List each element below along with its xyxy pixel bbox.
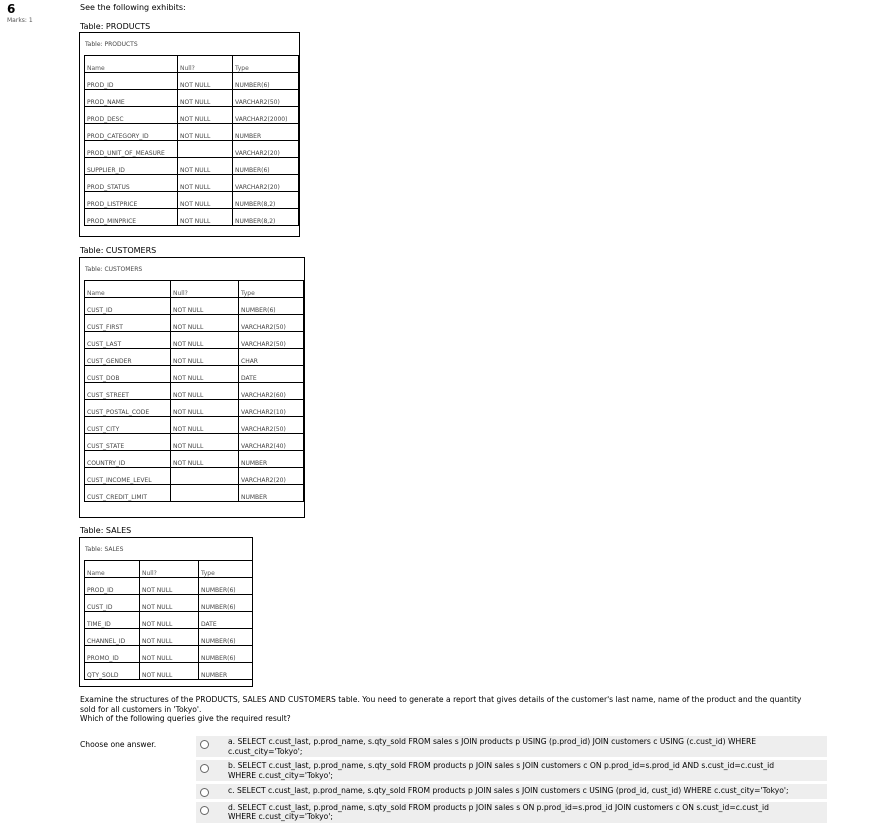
choose-one-label: Choose one answer. — [80, 740, 157, 749]
table-cell: VARCHAR2(20) — [233, 175, 299, 192]
table-cell: NUMBER(8,2) — [233, 192, 299, 209]
table-row — [85, 646, 253, 663]
table-cell: NOT NULL — [178, 209, 233, 226]
table-cell: CUST_DOB — [85, 366, 171, 383]
products-inner-title: Table: PRODUCTS — [85, 41, 138, 48]
table-cell: NOT NULL — [140, 612, 199, 629]
answer-options — [196, 736, 827, 826]
table-cell: NOT NULL — [140, 663, 199, 680]
table-row — [85, 175, 299, 192]
table-cell: NOT NULL — [178, 158, 233, 175]
table-row — [85, 332, 304, 349]
table-header-row — [85, 281, 304, 298]
table-cell: NUMBER — [239, 485, 304, 502]
table-row — [85, 451, 304, 468]
sales-schema-table — [84, 560, 253, 680]
products-table-exhibit — [79, 32, 300, 237]
table-cell: VARCHAR2(2000) — [233, 107, 299, 124]
answer-line: WHERE c.cust_city='Tokyo'; — [228, 770, 333, 780]
table-cell — [178, 141, 233, 158]
table-cell: PROD_LISTPRICE — [85, 192, 178, 209]
table-cell: VARCHAR2(10) — [239, 400, 304, 417]
table-cell: VARCHAR2(40) — [239, 434, 304, 451]
table-row — [85, 141, 299, 158]
table-row — [85, 629, 253, 646]
column-header: Name — [85, 281, 171, 298]
customers-table-exhibit — [79, 257, 305, 518]
table-cell: CUST_LAST — [85, 332, 171, 349]
sales-table-caption: Table: SALES — [80, 526, 132, 535]
table-cell: CUST_POSTAL_CODE — [85, 400, 171, 417]
question-text-line: Which of the following queries give the required result? — [80, 714, 291, 723]
answer-option-text — [228, 802, 827, 823]
table-cell: CUST_CREDIT_LIMIT — [85, 485, 171, 502]
products-schema-table — [84, 55, 299, 226]
answer-option-b[interactable] — [196, 760, 827, 781]
question-text — [80, 695, 840, 724]
radio-button-a[interactable] — [200, 740, 209, 749]
column-header: Type — [233, 56, 299, 73]
table-cell — [171, 485, 239, 502]
answer-option-text — [228, 784, 827, 799]
table-cell: PROD_UNIT_OF_MEASURE — [85, 141, 178, 158]
table-row — [85, 107, 299, 124]
table-row — [85, 595, 253, 612]
answer-option-text — [228, 736, 827, 757]
table-cell: CHANNEL_ID — [85, 629, 140, 646]
table-cell: NUMBER(6) — [239, 298, 304, 315]
table-row — [85, 468, 304, 485]
table-cell: CUST_FIRST — [85, 315, 171, 332]
column-header: Type — [199, 561, 253, 578]
table-header-row — [85, 56, 299, 73]
table-cell: CUST_GENDER — [85, 349, 171, 366]
table-cell: PROD_CATEGORY_ID — [85, 124, 178, 141]
column-header: Null? — [140, 561, 199, 578]
table-cell: NUMBER(6) — [233, 73, 299, 90]
table-row — [85, 298, 304, 315]
table-row — [85, 578, 253, 595]
table-cell: NOT NULL — [171, 400, 239, 417]
sales-inner-title: Table: SALES — [85, 546, 124, 553]
question-marks: Marks: 1 — [7, 17, 33, 24]
answer-line: a. SELECT c.cust_last, p.prod_name, s.qty_sold FROM sales s JOIN products p USING (p.prod_id) JOIN customers c USING (c.cust_id) WHERE — [228, 737, 757, 746]
table-row — [85, 366, 304, 383]
products-table-caption: Table: PRODUCTS — [80, 22, 151, 31]
customers-table-caption: Table: CUSTOMERS — [80, 246, 157, 255]
table-cell: QTY_SOLD — [85, 663, 140, 680]
table-row — [85, 349, 304, 366]
table-cell: NOT NULL — [171, 451, 239, 468]
radio-button-b[interactable] — [200, 764, 209, 773]
customers-schema-table — [84, 280, 304, 502]
table-cell: NUMBER(6) — [199, 578, 253, 595]
table-cell: NOT NULL — [171, 349, 239, 366]
table-cell: NOT NULL — [178, 192, 233, 209]
table-cell: NOT NULL — [178, 175, 233, 192]
question-text-line: sold for all customers in 'Tokyo'. — [80, 704, 202, 714]
column-header: Name — [85, 561, 140, 578]
table-cell: VARCHAR2(50) — [239, 315, 304, 332]
table-cell: PROD_STATUS — [85, 175, 178, 192]
table-cell: SUPPLIER_ID — [85, 158, 178, 175]
table-cell: PROD_DESC — [85, 107, 178, 124]
table-row — [85, 485, 304, 502]
table-header-row — [85, 561, 253, 578]
table-row — [85, 158, 299, 175]
table-row — [85, 663, 253, 680]
table-cell: CUST_STREET — [85, 383, 171, 400]
table-cell: NUMBER(6) — [233, 158, 299, 175]
table-row — [85, 612, 253, 629]
table-row — [85, 400, 304, 417]
answer-option-text — [228, 760, 827, 781]
table-row — [85, 315, 304, 332]
table-cell: COUNTRY_ID — [85, 451, 171, 468]
table-cell: CUST_INCOME_LEVEL — [85, 468, 171, 485]
table-cell: NOT NULL — [171, 315, 239, 332]
table-cell: PROD_NAME — [85, 90, 178, 107]
table-cell: NOT NULL — [140, 595, 199, 612]
table-cell: NOT NULL — [178, 107, 233, 124]
table-cell: NUMBER — [239, 451, 304, 468]
column-header: Type — [239, 281, 304, 298]
table-cell: PROMO_ID — [85, 646, 140, 663]
answer-option-a[interactable] — [196, 736, 827, 757]
table-cell: NUMBER — [233, 124, 299, 141]
customers-inner-title: Table: CUSTOMERS — [85, 266, 143, 273]
table-cell: NOT NULL — [140, 578, 199, 595]
table-cell: PROD_MINPRICE — [85, 209, 178, 226]
table-cell: VARCHAR2(50) — [233, 90, 299, 107]
answer-line: c.cust_city='Tokyo'; — [228, 746, 303, 756]
table-cell: NUMBER(6) — [199, 646, 253, 663]
table-row — [85, 434, 304, 451]
table-cell: CUST_STATE — [85, 434, 171, 451]
table-cell: NUMBER(6) — [199, 629, 253, 646]
table-row — [85, 417, 304, 434]
answer-option-c[interactable] — [196, 784, 827, 799]
table-cell: VARCHAR2(20) — [239, 468, 304, 485]
answer-line: b. SELECT c.cust_last, p.prod_name, s.qty_sold FROM products p JOIN sales s JOIN customers c ON p.prod_id=s.prod_id AND s.cust_id=c.cust_id — [228, 761, 775, 770]
table-cell: NUMBER — [199, 663, 253, 680]
table-row — [85, 383, 304, 400]
table-cell: CHAR — [239, 349, 304, 366]
table-cell: NOT NULL — [178, 124, 233, 141]
table-row — [85, 90, 299, 107]
table-cell: DATE — [239, 366, 304, 383]
table-cell: VARCHAR2(50) — [239, 417, 304, 434]
table-cell: NOT NULL — [171, 417, 239, 434]
table-cell: NOT NULL — [178, 73, 233, 90]
question-number: 6 — [7, 2, 16, 16]
table-cell: CUST_ID — [85, 298, 171, 315]
table-row — [85, 209, 299, 226]
table-cell: VARCHAR2(20) — [233, 141, 299, 158]
table-cell: NOT NULL — [140, 646, 199, 663]
table-cell: DATE — [199, 612, 253, 629]
table-cell — [171, 468, 239, 485]
table-row — [85, 192, 299, 209]
table-cell: PROD_ID — [85, 73, 178, 90]
table-cell: CUST_ID — [85, 595, 140, 612]
radio-button-c[interactable] — [200, 788, 209, 797]
answer-option-d[interactable] — [196, 802, 827, 823]
table-row — [85, 73, 299, 90]
table-cell: CUST_CITY — [85, 417, 171, 434]
table-cell: VARCHAR2(50) — [239, 332, 304, 349]
table-cell: PROD_ID — [85, 578, 140, 595]
table-cell: NOT NULL — [140, 629, 199, 646]
table-row — [85, 124, 299, 141]
answer-line: WHERE c.cust_city='Tokyo'; — [228, 812, 333, 821]
table-cell: NOT NULL — [171, 434, 239, 451]
table-cell: NUMBER(6) — [199, 595, 253, 612]
answer-line: c. SELECT c.cust_last, p.prod_name, s.qty_sold FROM products p JOIN sales s JOIN customers c USING (prod_id, cust_id) WHERE c.cust_city='Tokyo'; — [228, 786, 789, 795]
table-cell: NOT NULL — [178, 90, 233, 107]
answer-line: d. SELECT c.cust_last, p.prod_name, s.qty_sold FROM products p JOIN sales s ON p.prod_id=s.prod_id JOIN customers c ON s.cust_id=c.cust_id — [228, 802, 769, 812]
table-cell: NOT NULL — [171, 332, 239, 349]
table-cell: NOT NULL — [171, 366, 239, 383]
table-cell: VARCHAR2(60) — [239, 383, 304, 400]
table-cell: NOT NULL — [171, 383, 239, 400]
table-cell: TIME_ID — [85, 612, 140, 629]
sales-table-exhibit — [79, 537, 253, 687]
column-header: Name — [85, 56, 178, 73]
column-header: Null? — [178, 56, 233, 73]
question-text-line: Examine the structures of the PRODUCTS, SALES AND CUSTOMERS table. You need to generate a report that gives details of the customer's last name, name of the product and the quantity — [80, 695, 802, 704]
radio-button-d[interactable] — [200, 806, 209, 815]
question-intro: See the following exhibits: — [80, 3, 186, 12]
table-cell: NUMBER(8,2) — [233, 209, 299, 226]
table-cell: NOT NULL — [171, 298, 239, 315]
column-header: Null? — [171, 281, 239, 298]
